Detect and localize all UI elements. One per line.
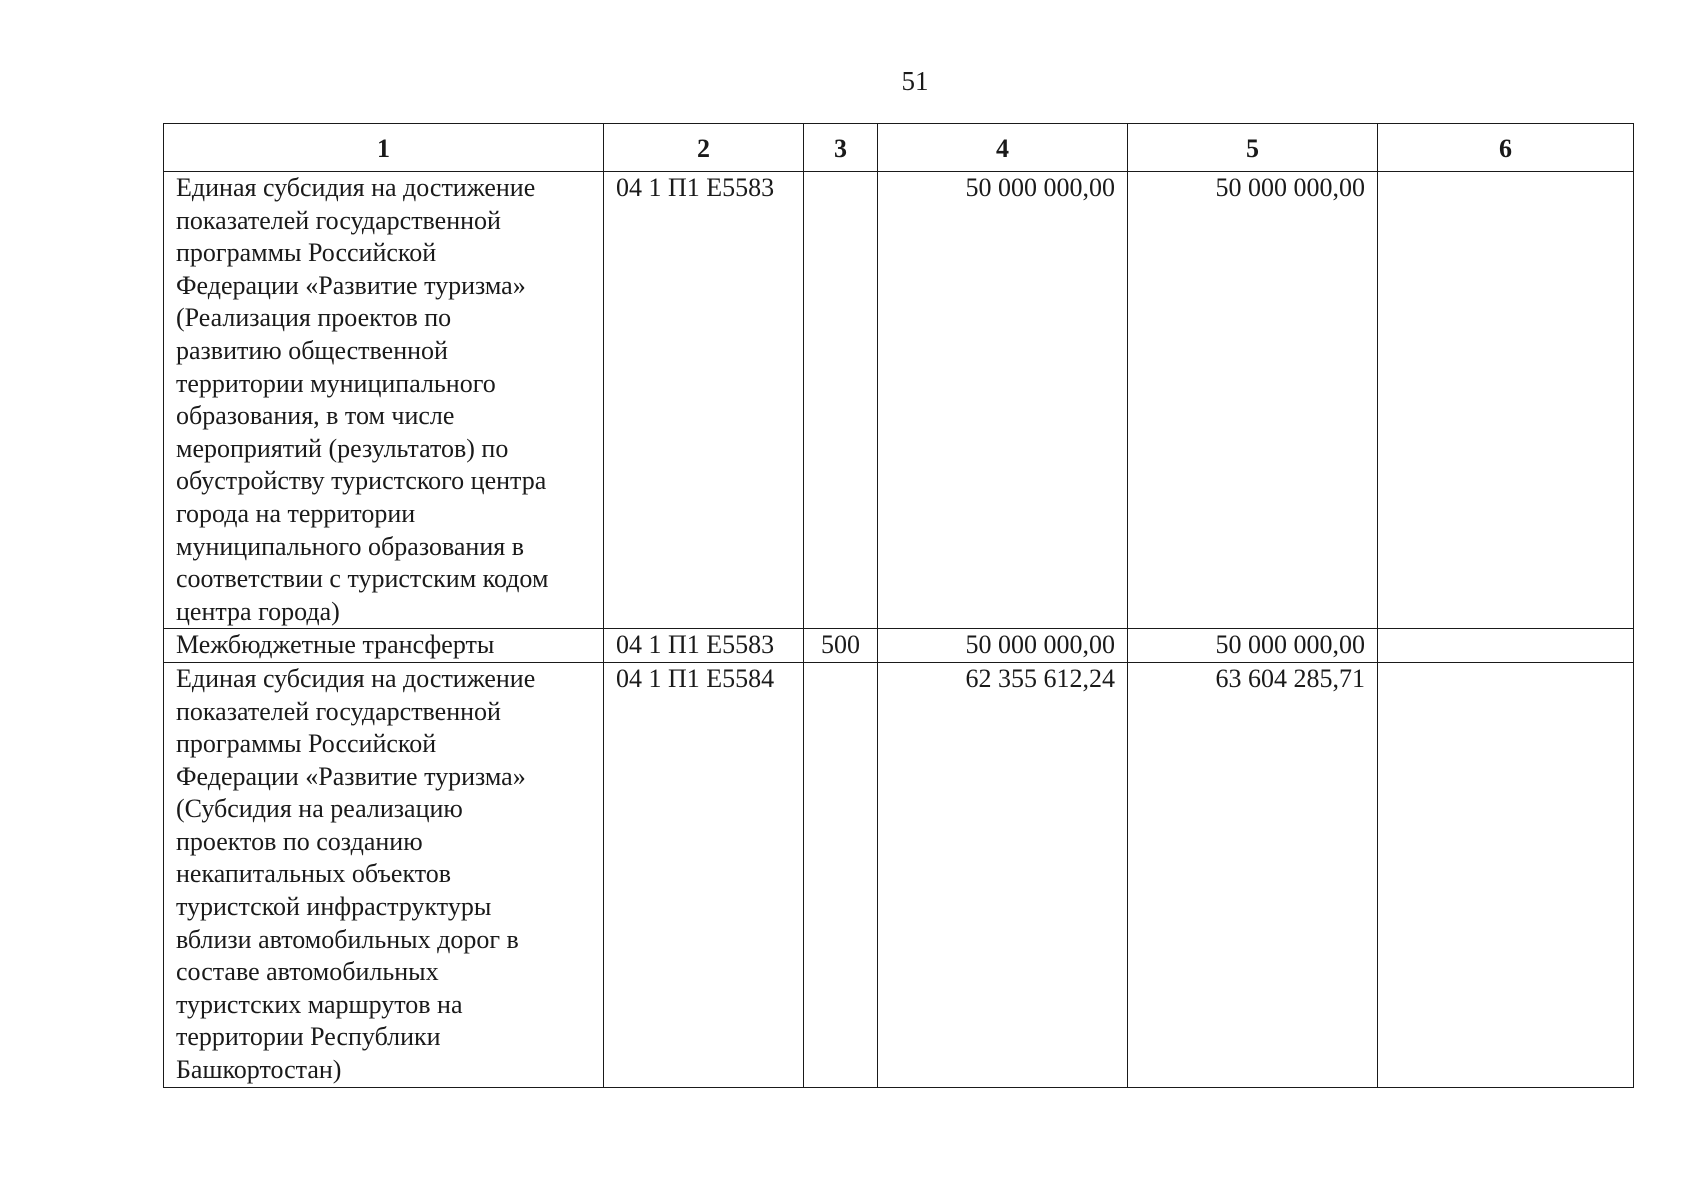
row-value-6-cell bbox=[1378, 172, 1634, 629]
row-name-cell: Межбюджетные трансферты bbox=[164, 629, 604, 663]
table-row bbox=[164, 662, 1634, 1087]
row-code-cell: 04 1 П1 Е5583 bbox=[604, 172, 804, 629]
column-header-1: 1 bbox=[164, 124, 604, 172]
row-type-cell: 500 bbox=[804, 629, 878, 663]
header-row bbox=[164, 124, 1634, 172]
column-header-3: 3 bbox=[804, 124, 878, 172]
row-value-5-cell: 50 000 000,00 bbox=[1128, 172, 1378, 629]
column-header-6: 6 bbox=[1378, 124, 1634, 172]
row-value-5-cell: 63 604 285,71 bbox=[1128, 662, 1378, 1087]
row-value-6-cell bbox=[1378, 629, 1634, 663]
row-value-4-cell: 50 000 000,00 bbox=[878, 629, 1128, 663]
row-value-5-cell: 50 000 000,00 bbox=[1128, 629, 1378, 663]
row-name: Единая субсидия на достижение показателей государственной программы Российской Федерации «Развитие туризма» (Субсидия на реализацию проектов по созданию некапитальных объектов туристской инфраструктуры вблизи автомобильных дорог в составе автомобильных туристских маршрутов на территории Республики Башкортостан) bbox=[176, 663, 536, 1085]
row-value-4-cell: 62 355 612,24 bbox=[878, 662, 1128, 1087]
row-value-6-cell bbox=[1378, 662, 1634, 1087]
row-type-cell bbox=[804, 172, 878, 629]
row-code-cell: 04 1 П1 Е5584 bbox=[604, 662, 804, 1087]
row-value-4-cell: 50 000 000,00 bbox=[878, 172, 1128, 629]
row-type-cell bbox=[804, 662, 878, 1087]
table-row bbox=[164, 172, 1634, 629]
column-header-2: 2 bbox=[604, 124, 804, 172]
row-name-cell bbox=[164, 172, 604, 629]
row-name: Единая субсидия на достижение показателей государственной программы Российской Федерации «Развитие туризма» (Реализация проектов по развитию общественной территории муниципального образования, в том числе мероприятий (результатов) по обустройству туристского центра города на территории муниципального образования в соответствии с туристским кодом центра города) bbox=[176, 173, 549, 626]
budget-table bbox=[163, 123, 1634, 1088]
column-header-5: 5 bbox=[1128, 124, 1378, 172]
row-code-cell: 04 1 П1 Е5583 bbox=[604, 629, 804, 663]
page-number: 51 bbox=[901, 66, 929, 96]
row-name-cell bbox=[164, 662, 604, 1087]
table-row bbox=[164, 629, 1634, 663]
column-header-4: 4 bbox=[878, 124, 1128, 172]
